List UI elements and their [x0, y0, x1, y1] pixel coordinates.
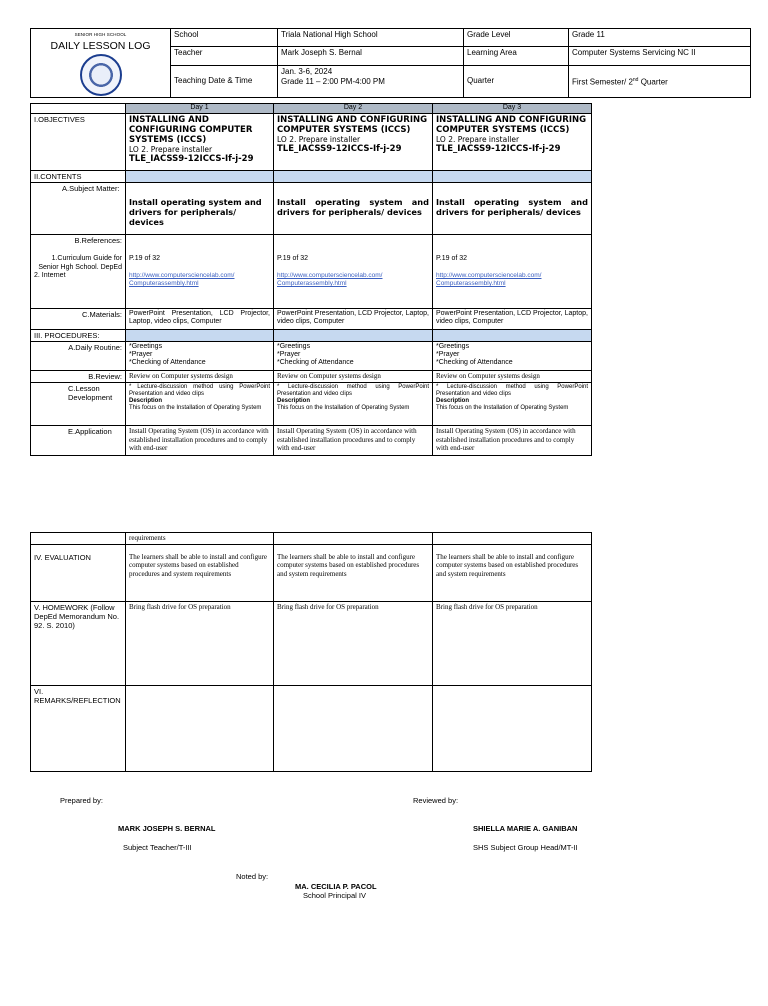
review-value: Review on Computer systems design: [274, 371, 433, 383]
materials-value: PowerPoint Presentation, LCD Projector, Laptop, video clips, Computer: [126, 309, 274, 330]
day-1-header: Day 1: [126, 104, 274, 114]
remarks-cell: [433, 685, 592, 771]
reference-link[interactable]: [129, 272, 270, 288]
routine-attendance: *Checking of Attendance: [277, 359, 354, 366]
materials-value: PowerPoint Presentation, LCD Projector, Laptop, video clips, Computer: [433, 309, 592, 330]
objective-lo: LO 2. Prepare installer: [436, 135, 520, 144]
subject-row: [31, 183, 592, 235]
materials-value: PowerPoint Presentation, LCD Projector, Laptop, video clips, Computer: [274, 309, 433, 330]
reference-cell: [274, 235, 433, 309]
lesson-cell: [126, 383, 274, 426]
objective-lo: LO 2. Prepare installer: [277, 135, 361, 144]
grade-value: Grade 11: [569, 29, 751, 47]
noted-name: MA. CECILIA P. PACOL: [295, 882, 377, 891]
homework-value: Bring flash drive for OS preparation: [433, 601, 592, 685]
routine-greetings: *Greetings: [277, 343, 311, 350]
objectives-row: [31, 114, 592, 171]
grade-label: Grade Level: [464, 29, 569, 47]
reference-link-line-1: http://www.computersciencelab.com/: [129, 272, 235, 279]
reviewed-name: SHIELLA MARIE A. GANIBAN: [473, 824, 578, 833]
day-3-header: Day 3: [433, 104, 592, 114]
lesson-table: [30, 103, 592, 456]
reviewed-title: SHS Subject Group Head/MT-II: [473, 843, 578, 852]
subject-value: Install operating system and drivers for peripherals/ devices: [126, 183, 274, 235]
objective-lo: LO 2. Prepare installer: [129, 145, 213, 154]
routine-cell: [126, 342, 274, 371]
routine-cell: [274, 342, 433, 371]
quarter-pre: First Semester/ 2: [572, 77, 633, 87]
remarks-label: VI. REMARKS/REFLECTION: [31, 685, 126, 771]
subject-value: Install operating system and drivers for peripherals/ devices: [433, 183, 592, 235]
school-value: Triala National High School: [278, 29, 464, 47]
evaluation-row: [31, 544, 592, 601]
materials-label: C.Materials:: [31, 309, 126, 330]
reference-link[interactable]: [436, 272, 588, 288]
teacher-label: Teacher: [171, 47, 278, 65]
reference-page: P.19 of 32: [129, 255, 161, 262]
quarter-sup: nd: [632, 77, 639, 84]
contents-label: II.CONTENTS: [31, 171, 126, 183]
procedures-fill: [433, 330, 592, 342]
procedures-fill: [126, 330, 274, 342]
reference-cell: [126, 235, 274, 309]
routine-prayer: *Prayer: [436, 351, 460, 358]
school-label: School: [171, 29, 278, 47]
empty-label: [31, 533, 126, 545]
subject-label-text: A.Subject Matter:: [62, 184, 120, 193]
day-2-header: Day 2: [274, 104, 433, 114]
reference-link-line-2: Computerassembly.html: [277, 280, 347, 287]
prepared-label: Prepared by:: [60, 796, 103, 805]
reference-link-line-2: Computerassembly.html: [129, 280, 199, 287]
application-label: [31, 426, 126, 456]
empty-cell: [274, 533, 433, 545]
homework-value: Bring flash drive for OS preparation: [126, 601, 274, 685]
objective-title: INSTALLING AND CONFIGURING COMPUTER SYSTEMS (ICCS): [277, 115, 428, 135]
lesson-method: * Lecture-discussion method using PowerPoint Presentation and video clips: [277, 384, 429, 397]
contents-fill: [126, 171, 274, 183]
reference-link-line-1: http://www.computersciencelab.com/: [277, 272, 383, 279]
routine-row: [31, 342, 592, 371]
review-label: B.Review:: [31, 371, 126, 383]
school-tag: SENIOR HIGH SCHOOL: [74, 32, 127, 37]
noted-title: School Principal IV: [303, 891, 366, 900]
application-label-text: E.Application: [68, 427, 112, 436]
lesson-method: * Lecture-discussion method using PowerPoint Presentation and video clips: [129, 384, 270, 397]
quarter-label: Quarter: [464, 65, 569, 97]
deped-seal-icon: [80, 54, 122, 96]
application-value: Install Operating System (OS) in accordance with established installation procedures and to comply with end-user: [274, 426, 433, 456]
reference-link-line-2: Computerassembly.html: [436, 280, 506, 287]
lesson-description-label: Description: [436, 398, 470, 404]
routine-prayer: *Prayer: [129, 351, 153, 358]
routine-greetings: *Greetings: [129, 343, 163, 350]
materials-row: [31, 309, 592, 330]
teacher-value: Mark Joseph S. Bernal: [278, 47, 464, 65]
doc-title: DAILY LESSON LOG: [50, 40, 151, 52]
homework-row: [31, 601, 592, 685]
procedures-row: [31, 330, 592, 342]
objectives-label: I.OBJECTIVES: [31, 114, 126, 171]
reference-1-label: 1.Curriculum Guide for Senior Hgh School. DepEd: [38, 255, 122, 271]
remarks-cell: [126, 685, 274, 771]
lesson-description: This focus on the Installation of Operating System: [436, 405, 569, 411]
quarter-post: Quarter: [638, 77, 668, 87]
lesson-table-continued: [30, 532, 592, 772]
routine-prayer: *Prayer: [277, 351, 301, 358]
homework-value: Bring flash drive for OS preparation: [274, 601, 433, 685]
objective-title: INSTALLING AND CONFIGURING COMPUTER SYSTEMS (ICCS): [436, 115, 587, 135]
reference-page: P.19 of 32: [277, 255, 309, 262]
reference-page: P.19 of 32: [436, 255, 468, 262]
lesson-description-label: Description: [277, 398, 311, 404]
remarks-row: [31, 685, 592, 771]
lesson-description: This focus on the Installation of Operating System: [129, 405, 262, 411]
corner-cell: [31, 104, 126, 114]
objective-code: TLE_IACSS9-12ICCS-If-j-29: [129, 154, 254, 164]
date-line-2: Grade 11 – 2:00 PM-4:00 PM: [281, 76, 385, 86]
routine-cell: [433, 342, 592, 371]
objective-code: TLE_IACSS9-12ICCS-If-j-29: [277, 144, 402, 154]
review-value: Review on Computer systems design: [126, 371, 274, 383]
application-row: [31, 426, 592, 456]
empty-cell: [433, 533, 592, 545]
date-line-1: Jan. 3-6, 2024: [281, 66, 333, 76]
header-table: [30, 28, 751, 98]
contents-row: [31, 171, 592, 183]
lesson-cell: [274, 383, 433, 426]
routine-greetings: *Greetings: [436, 343, 470, 350]
lesson-cell: [433, 383, 592, 426]
references-label: [31, 235, 126, 309]
lesson-description: This focus on the Installation of Operating System: [277, 405, 410, 411]
routine-attendance: *Checking of Attendance: [436, 359, 513, 366]
procedures-label: III. PROCEDURES:: [31, 330, 126, 342]
prepared-title: Subject Teacher/T-III: [123, 843, 192, 852]
objective-cell: [433, 114, 592, 171]
objective-cell: [126, 114, 274, 171]
header-brand: [31, 29, 171, 98]
application-value: Install Operating System (OS) in accordance with established installation procedures and to comply with end-user: [126, 426, 274, 456]
subject-value: Install operating system and drivers for peripherals/ devices: [274, 183, 433, 235]
objective-code: TLE_IACSS9-12ICCS-If-j-29: [436, 144, 561, 154]
application-continued-row: [31, 533, 592, 545]
lesson-row: [31, 383, 592, 426]
objective-title: INSTALLING AND CONFIGURING COMPUTER SYSTEMS (ICCS): [129, 115, 253, 145]
quarter-value: [569, 65, 751, 97]
subject-label: [31, 183, 126, 235]
prepared-name: MARK JOSEPH S. BERNAL: [118, 824, 216, 833]
references-heading: B.References:: [74, 236, 122, 245]
area-label: Learning Area: [464, 47, 569, 65]
evaluation-value: The learners shall be able to install and configure computer systems based on established procedures and system requirements: [274, 544, 433, 601]
review-row: [31, 371, 592, 383]
application-value: Install Operating System (OS) in accordance with established installation procedures and to comply with end-user: [433, 426, 592, 456]
review-value: Review on Computer systems design: [433, 371, 592, 383]
noted-label: Noted by:: [236, 872, 269, 881]
remarks-cell: [274, 685, 433, 771]
reference-link[interactable]: [277, 272, 429, 288]
reference-link-line-1: http://www.computersciencelab.com/: [436, 272, 542, 279]
lesson-description-label: Description: [129, 398, 163, 404]
day-header-row: [31, 104, 592, 114]
lesson-label: [31, 383, 126, 426]
routine-attendance: *Checking of Attendance: [129, 359, 206, 366]
evaluation-label: IV. EVALUATION: [31, 544, 126, 601]
date-value: [278, 65, 464, 97]
date-label: Teaching Date & Time: [171, 65, 278, 97]
contents-fill: [433, 171, 592, 183]
reference-cell: [433, 235, 592, 309]
procedures-fill: [274, 330, 433, 342]
objective-cell: [274, 114, 433, 171]
reviewed-label: Reviewed by:: [413, 796, 459, 805]
area-value: Computer Systems Servicing NC II: [569, 47, 751, 65]
lesson-label-text: C.Lesson Development: [68, 384, 113, 402]
homework-label: V. HOMEWORK (Follow DepEd Memorandum No. 92. S. 2010): [31, 601, 126, 685]
routine-label: A.Daily Routine:: [31, 342, 126, 371]
reference-2-label: 2. Internet: [34, 272, 66, 279]
references-row: [31, 235, 592, 309]
application-continued: requirements: [126, 533, 274, 545]
lesson-method: * Lecture-discussion method using PowerPoint Presentation and video clips: [436, 384, 588, 397]
evaluation-value: The learners shall be able to install and configure computer systems based on established procedures and system requirements: [433, 544, 592, 601]
evaluation-value: The learners shall be able to install and configure computer systems based on established procedures and system requirements: [126, 544, 274, 601]
contents-fill: [274, 171, 433, 183]
